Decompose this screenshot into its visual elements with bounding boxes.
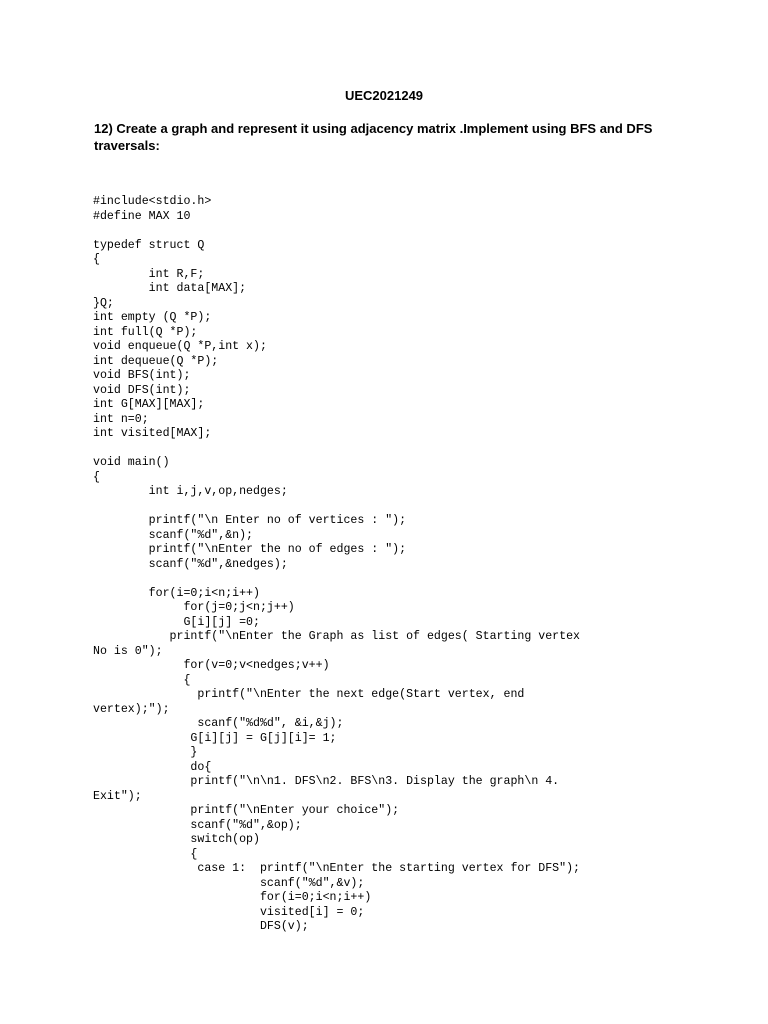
code-line: printf("\nEnter the no of edges : "); xyxy=(93,543,407,556)
code-line: G[i][j] =0; xyxy=(93,615,260,629)
code-line xyxy=(93,500,693,515)
question-text: Create a graph and represent it using adjacency matrix .Implement using BFS and DFS traversals: xyxy=(94,121,653,153)
code-line: vertex);"); xyxy=(93,702,170,716)
code-line: DFS(v); xyxy=(93,920,309,933)
code-line: { xyxy=(93,847,198,861)
code-line xyxy=(93,224,693,239)
code-line: printf("\nEnter your choice"); xyxy=(93,804,400,817)
code-line: scanf("%d",&op); xyxy=(93,818,302,832)
code-line: printf("\nEnter the next edge(Start vertex, end xyxy=(93,688,525,701)
code-line: Exit"); xyxy=(93,789,142,803)
question-number: 12) xyxy=(94,121,113,136)
code-line: printf("\n\n1. DFS\n2. BFS\n3. Display the graph\n 4. xyxy=(93,775,560,788)
code-line: typedef struct Q xyxy=(93,238,205,252)
code-line: for(i=0;i<n;i++) xyxy=(93,891,372,904)
code-line: for(i=0;i<n;i++) xyxy=(93,586,260,600)
code-line: case 1: printf("\nEnter the starting vertex for DFS"); xyxy=(93,862,581,875)
code-line: { xyxy=(93,470,100,484)
question-heading xyxy=(94,120,654,154)
code-line: { xyxy=(93,253,100,266)
code-line: void enqueue(Q *P,int x); xyxy=(93,340,267,353)
code-line: int full(Q *P); xyxy=(93,325,198,339)
code-line: printf("\n Enter no of vertices : "); xyxy=(93,514,407,527)
code-line: void DFS(int); xyxy=(93,383,191,397)
code-line: int i,j,v,op,nedges; xyxy=(93,485,288,498)
code-line: int R,F; xyxy=(93,267,205,281)
code-line: scanf("%d",&nedges); xyxy=(93,557,288,571)
code-line: int visited[MAX]; xyxy=(93,427,212,440)
code-line: for(v=0;v<nedges;v++) xyxy=(93,659,330,672)
code-line: printf("\nEnter the Graph as list of edges( Starting vertex xyxy=(93,630,581,643)
code-line: int dequeue(Q *P); xyxy=(93,354,219,368)
code-listing xyxy=(93,195,693,935)
code-line xyxy=(93,572,693,587)
code-line: void BFS(int); xyxy=(93,369,191,382)
code-line: int data[MAX]; xyxy=(93,282,247,295)
code-line: void main() xyxy=(93,456,170,469)
code-line: int empty (Q *P); xyxy=(93,311,212,324)
code-line: } xyxy=(93,746,198,759)
code-line: #define MAX 10 xyxy=(93,209,191,223)
code-line: int n=0; xyxy=(93,412,149,426)
code-line: No is 0"); xyxy=(93,644,163,658)
code-line: }Q; xyxy=(93,296,114,310)
code-line: int G[MAX][MAX]; xyxy=(93,398,205,411)
code-line: scanf("%d%d", &i,&j); xyxy=(93,717,344,730)
code-line: #include<stdio.h> xyxy=(93,195,212,208)
code-line: switch(op) xyxy=(93,833,260,846)
code-line xyxy=(93,442,693,457)
code-line: for(j=0;j<n;j++) xyxy=(93,601,295,614)
code-line: { xyxy=(93,673,191,687)
code-line: do{ xyxy=(93,760,212,774)
code-line: G[i][j] = G[j][i]= 1; xyxy=(93,731,337,745)
code-line: scanf("%d",&v); xyxy=(93,876,365,890)
code-line: scanf("%d",&n); xyxy=(93,528,254,542)
code-line: visited[i] = 0; xyxy=(93,905,365,919)
document-id-heading: UEC2021249 xyxy=(344,88,424,103)
